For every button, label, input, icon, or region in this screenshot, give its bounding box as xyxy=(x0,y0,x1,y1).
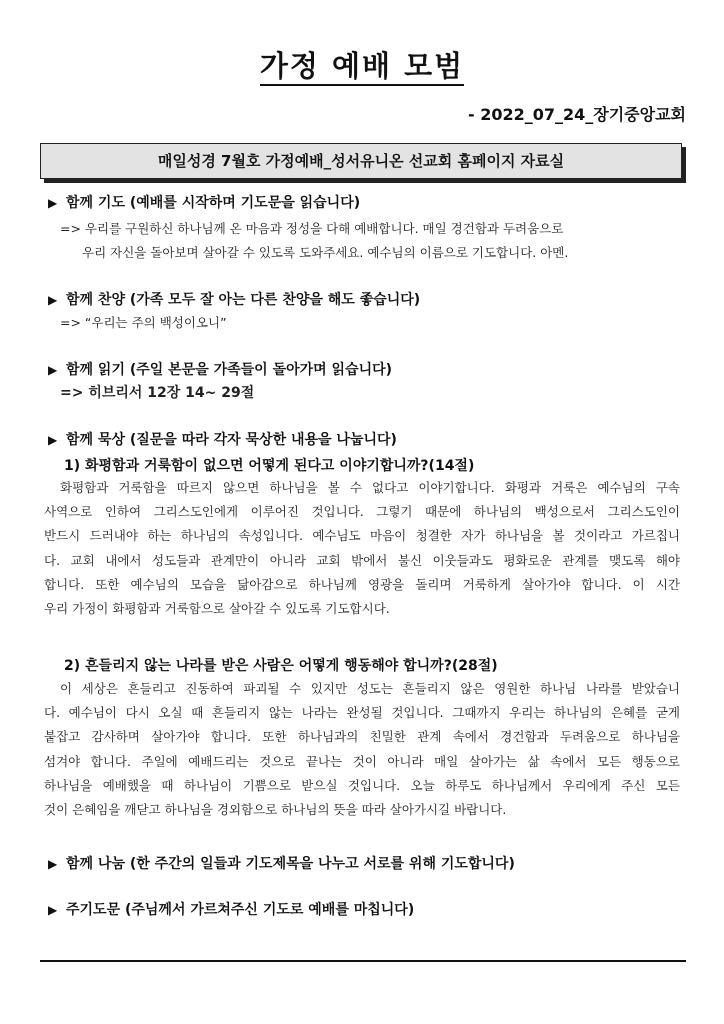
answer-2-line: 붙잡고 감사하며 살아가야 합니다. 또한 하나님과의 친밀한 관계 속에서 경건함과 두려움으로 하나님을 xyxy=(44,729,680,745)
answer-2-line: 이 세상은 흔들리고 진동하여 파괴될 수 있지만 성도는 흔들리지 않은 영원한 하나님 나라를 받았습니 xyxy=(60,681,680,696)
source-banner: 매일성경 7월호 가정예배_성서유니온 선교회 홈페이지 자료실 xyxy=(40,143,682,179)
section-lordsprayer-heading xyxy=(48,899,414,919)
prayer-line-1: => 우리를 구원하신 하나님께 온 마음과 정성을 다해 예배합니다. 매일 경건함과 두려움으로 xyxy=(60,221,564,236)
page-title: 가정 예배 모범 xyxy=(0,44,724,85)
triangle-bullet-icon: ▶ xyxy=(48,363,58,377)
answer-2-line: 다. 예수님이 다시 오실 때 흔들리지 않는 나라는 완성될 것입니다. 그때까지 우리는 하나님의 은혜를 굳게 xyxy=(44,705,680,721)
prayer-line-2: 우리 자신을 돌아보며 살아갈 수 있도록 도와주세요. 예수님의 이름으로 기도합니다. 아멘. xyxy=(82,245,569,260)
praise-song: => “우리는 주의 백성이오니” xyxy=(60,315,227,330)
answer-1 xyxy=(44,476,680,621)
question-2: 2) 흔들리지 않는 나라를 받은 사람은 어떻게 행동해야 합니까?(28절) xyxy=(64,658,498,674)
answer-1-line: 사역으로 인하여 그리스도인에게 이루어진 것입니다. 그렇기 때문에 하나님의 백성으로서 그리스도인이 xyxy=(44,504,680,520)
section-praise-heading xyxy=(48,289,420,309)
section-praise-title: 함께 찬양 (가족 모두 잘 아는 다른 찬양을 해도 좋습니다) xyxy=(66,292,421,308)
answer-2 xyxy=(44,677,680,822)
section-lordsprayer-title: 주기도문 (주님께서 가르쳐주신 기도로 예배를 마칩니다) xyxy=(66,902,415,918)
answer-1-line: 우리 가정이 화평함과 거룩함으로 살아갈 수 있도록 기도합시다. xyxy=(44,601,390,617)
section-prayer-heading xyxy=(48,192,360,212)
section-reading-title: 함께 읽기 (주일 본문을 가족들이 돌아가며 읽습니다) xyxy=(66,362,393,378)
section-meditation-heading xyxy=(48,429,397,449)
section-sharing-heading xyxy=(48,853,515,873)
section-meditation-title: 함께 묵상 (질문을 따라 각자 묵상한 내용을 나눕니다) xyxy=(66,432,397,448)
answer-1-line: 화평함과 거룩함을 따르지 않으면 하나님을 볼 수 없다고 이야기합니다. 화평과 거룩은 예수님의 구속 xyxy=(60,480,680,495)
reading-passage: => 히브리서 12장 14~ 29절 xyxy=(60,385,255,401)
answer-2-line: 하나님을 예배했을 때 하나님이 기쁨으로 받으실 것입니다. 오늘 하루도 하나님께서 우리에게 주신 모든 xyxy=(44,777,680,793)
answer-1-line: 반드시 드러내야 하는 하나님의 속성입니다. 예수님도 마음이 청결한 자가 하나님을 볼 것이라고 가르칩니 xyxy=(44,528,680,544)
dateline: - 2022_07_24_장기중앙교회 xyxy=(467,105,686,124)
triangle-bullet-icon: ▶ xyxy=(48,293,58,307)
triangle-bullet-icon: ▶ xyxy=(48,857,58,871)
answer-1-line: 다. 교회 내에서 성도들과 관계만이 아니라 교회 밖에서 불신 이웃들과도 평화로운 관계를 맺도록 해야 xyxy=(44,552,680,568)
triangle-bullet-icon: ▶ xyxy=(48,433,58,447)
section-reading-heading xyxy=(48,359,392,379)
answer-2-line: 것이 은혜임을 깨닫고 하나님을 경외함으로 하나님의 뜻을 따라 살아가시길 바랍니다. xyxy=(44,802,507,818)
section-prayer-title: 함께 기도 (예배를 시작하며 기도문을 읽습니다) xyxy=(66,195,361,211)
triangle-bullet-icon: ▶ xyxy=(48,196,58,210)
question-1: 1) 화평함과 거룩함이 없으면 어떻게 된다고 이야기합니까?(14절) xyxy=(64,458,475,474)
triangle-bullet-icon: ▶ xyxy=(48,903,58,917)
answer-2-line: 섬겨야 합니다. 주일에 예배드리는 것으로 끝나는 것이 아니라 매일 살아가는 삶 속에서 모든 행동으로 xyxy=(44,753,680,769)
footer-divider xyxy=(40,960,686,962)
section-sharing-title: 함께 나눔 (한 주간의 일들과 기도제목을 나누고 서로를 위해 기도합니다) xyxy=(66,856,515,872)
answer-1-line: 합니다. 또한 예수님의 모습을 닮아감으로 하나님께 영광을 돌리며 거룩하게 살아가야 합니다. 이 시간 xyxy=(44,576,680,592)
